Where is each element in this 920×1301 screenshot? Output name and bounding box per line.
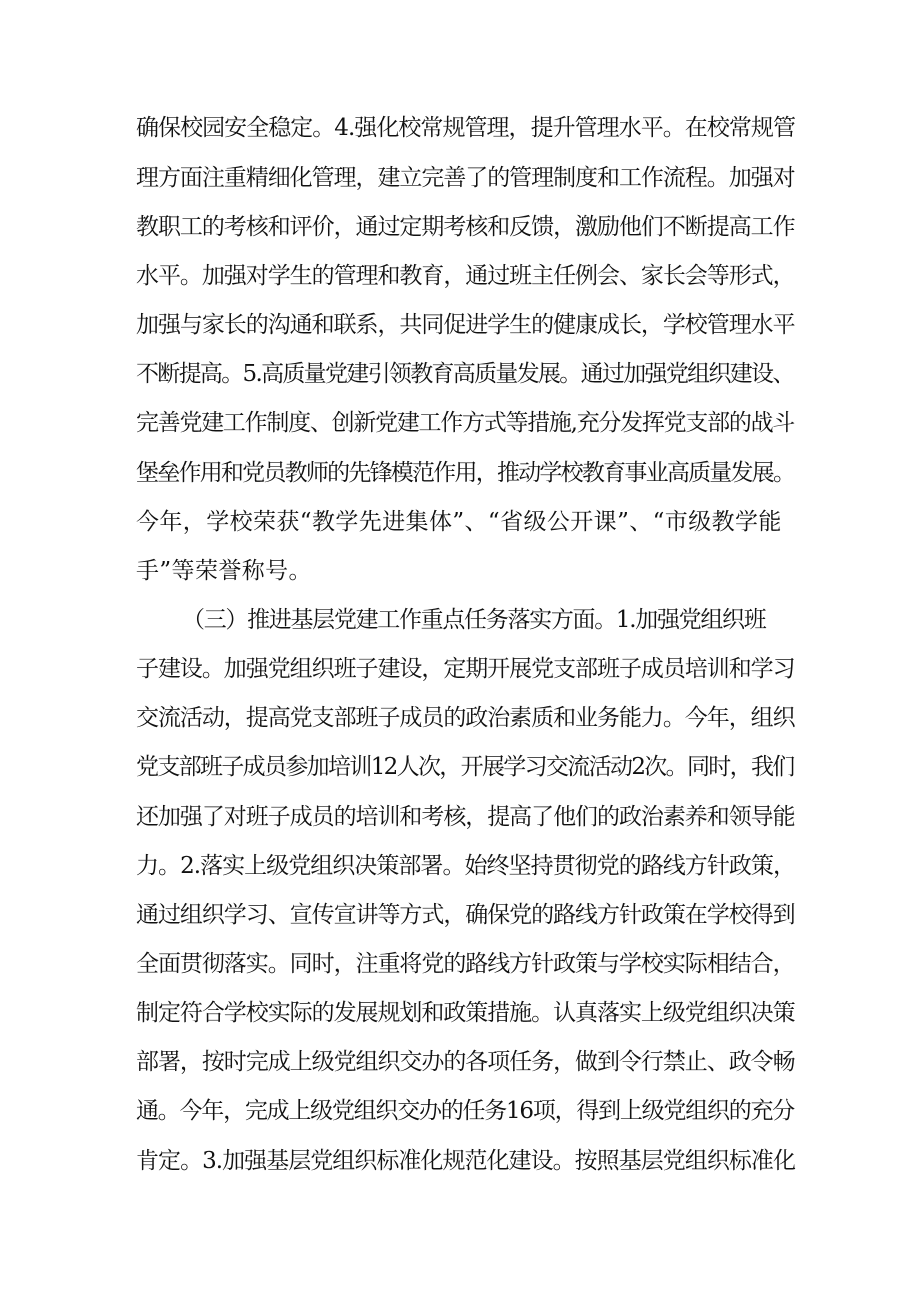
paragraph-line: 今年，学校荣获“教学先进集体”、“省级公开课”、“市级教学能 xyxy=(136,509,782,535)
paragraph-line: 水平。加强对学生的管理和教育，通过班主任例会、家长会等形式， xyxy=(136,263,795,289)
paragraph-line: 不断提高。5.高质量党建引领教育高质量发展。通过加强党组织建设、 xyxy=(136,361,794,387)
paragraph-line: 完善党建工作制度、创新党建工作方式等措施,充分发挥党支部的战斗 xyxy=(136,410,795,436)
paragraph-line: 部署，按时完成上级党组织交办的各项任务，做到令行禁止、政令畅 xyxy=(136,1049,795,1075)
paragraph-line: 加强与家长的沟通和联系，共同促进学生的健康成长，学校管理水平 xyxy=(136,312,795,338)
paragraph-line: 还加强了对班子成员的培训和考核，提高了他们的政治素养和领导能 xyxy=(136,804,795,830)
paragraph-line: 交流活动，提高党支部班子成员的政治素质和业务能力。今年，组织 xyxy=(136,705,795,731)
paragraph-line: 全面贯彻落实。同时，注重将党的路线方针政策与学校实际相结合， xyxy=(136,951,795,977)
paragraph-line: 确保校园安全稳定。4.强化校常规管理，提升管理水平。在校常规管 xyxy=(136,115,795,141)
paragraph-line: 子建设。加强党组织班子建设，定期开展党支部班子成员培训和学习 xyxy=(136,656,795,682)
paragraph-line: 制定符合学校实际的发展规划和政策措施。认真落实上级党组织决策 xyxy=(136,1000,795,1026)
paragraph-line: （三）推进基层党建工作重点任务落实方面。1.加强党组织班 xyxy=(182,607,766,633)
paragraph-line: 手”等荣誉称号。 xyxy=(136,558,312,584)
paragraph-line: 堡垒作用和党员教师的先锋模范作用，推动学校教育事业高质量发展。 xyxy=(136,460,795,486)
paragraph-line: 党支部班子成员参加培训12人次，开展学习交流活动2次。同时，我们 xyxy=(136,754,794,780)
paragraph-line: 教职工的考核和评价，通过定期考核和反馈，激励他们不断提高工作 xyxy=(136,214,795,240)
paragraph-line: 肯定。3.加强基层党组织标准化规范化建设。按照基层党组织标准化 xyxy=(136,1148,795,1174)
paragraph-line: 通。今年，完成上级党组织交办的任务16项，得到上级党组织的充分 xyxy=(136,1098,795,1124)
paragraph-line: 通过组织学习、宣传宣讲等方式，确保党的路线方针政策在学校得到 xyxy=(136,902,795,928)
paragraph-line: 理方面注重精细化管理，建立完善了的管理制度和工作流程。加强对 xyxy=(136,165,795,191)
paragraph-line: 力。2.落实上级党组织决策部署。始终坚持贯彻党的路线方针政策， xyxy=(136,853,795,879)
